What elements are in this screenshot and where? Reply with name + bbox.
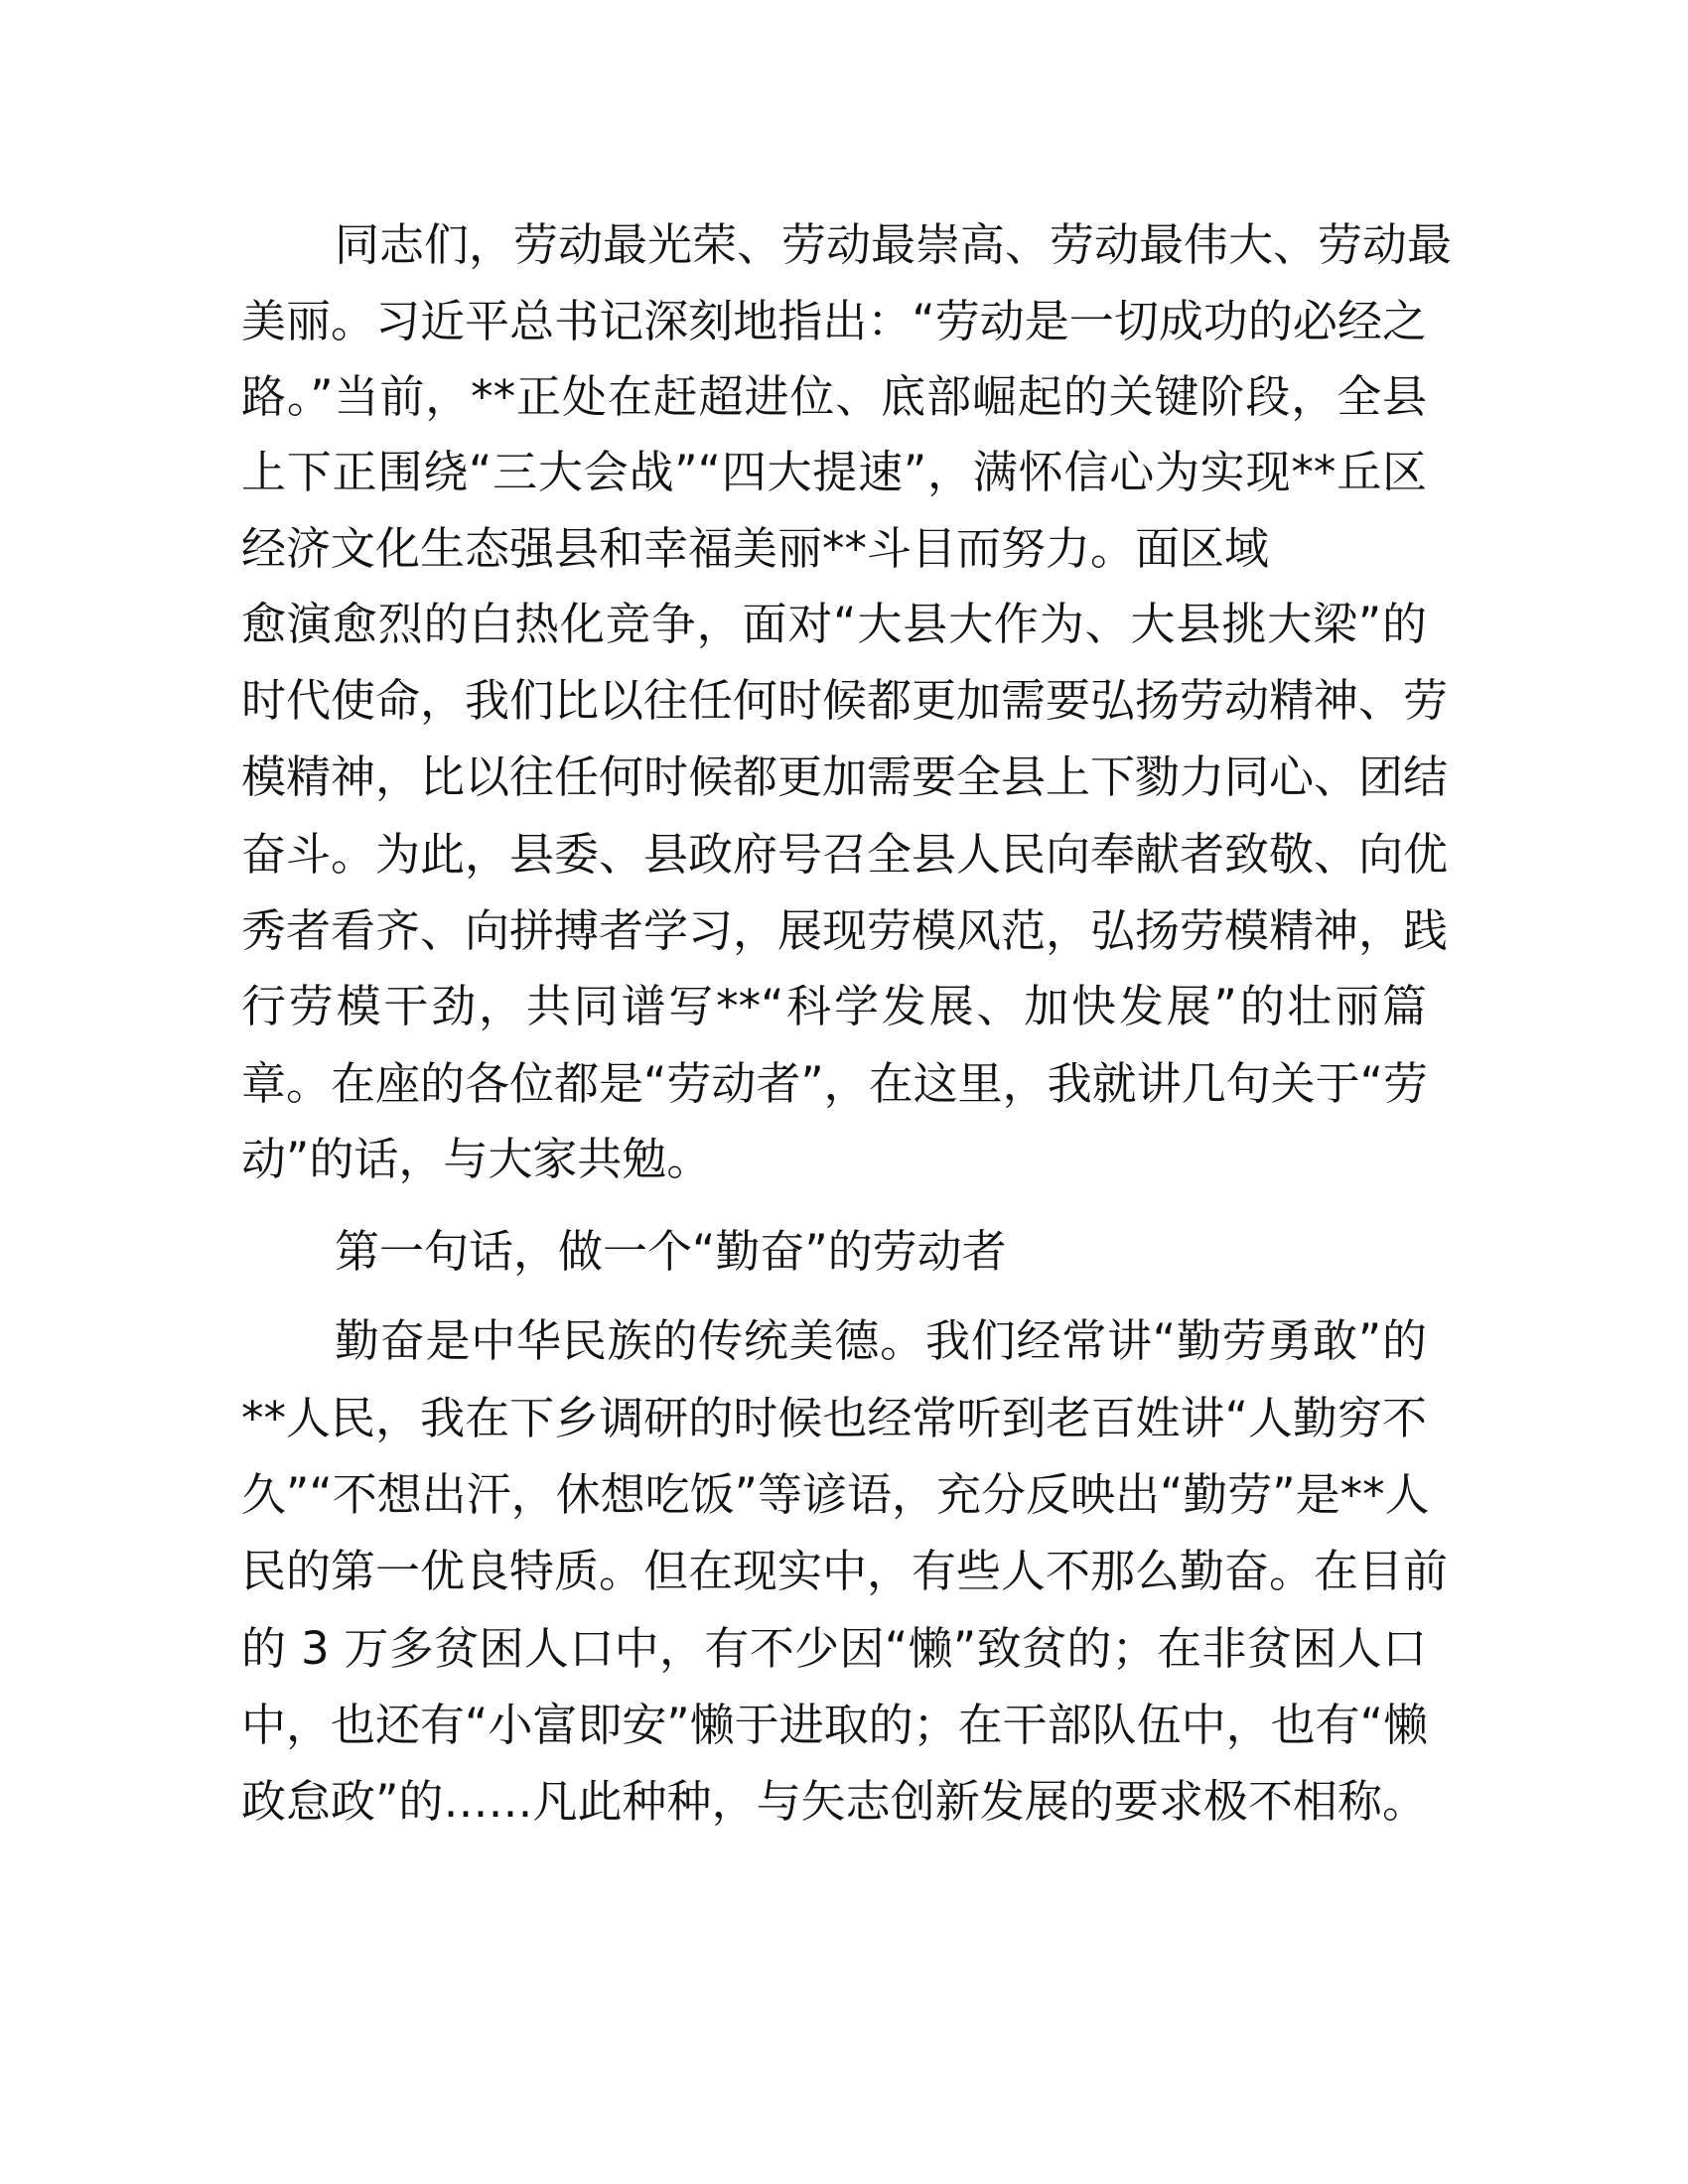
paragraph-line: 模精神，比以往任何时候都更加需要全县上下勠力同心、团结 bbox=[241, 751, 1449, 803]
paragraph-line: 愈演愈烈的白热化竞争，面对“大县大作为、大县挑大梁”的 bbox=[241, 598, 1427, 650]
paragraph-line: 动”的话，与大家共勉。 bbox=[241, 1133, 712, 1185]
paragraph-line: 行劳模干劲，共同谱写**“科学发展、加快发展”的壮丽篇 bbox=[241, 980, 1427, 1032]
section-heading: 第一句话，做一个“勤奋”的劳动者 bbox=[335, 1225, 1007, 1278]
paragraph-line: 的 3 万多贫困人口中，有不少因“懒”致贫的；在非贫困人口 bbox=[241, 1622, 1427, 1675]
paragraph-line: 经济文化生态强县和幸福美丽**斗目而努力。面区域 bbox=[241, 522, 1270, 575]
paragraph-line: 民的第一优良特质。但在现实中，有些人不那么勤奋。在目前 bbox=[241, 1545, 1449, 1597]
paragraph-line: 同志们，劳动最光荣、劳动最崇高、劳动最伟大、劳动最 bbox=[335, 218, 1453, 271]
paragraph-line: 中，也还有“小富即安”懒于进取的；在干部队伍中，也有“懒 bbox=[241, 1699, 1428, 1751]
paragraph-line: **人民，我在下乡调研的时候也经常听到老百姓讲“人勤穷不 bbox=[241, 1392, 1427, 1444]
paragraph-line: 秀者看齐、向拼搏者学习，展现劳模风范，弘扬劳模精神，践 bbox=[241, 904, 1449, 957]
paragraph-line: 上下正围绕“三大会战”“四大提速”，满怀信心为实现**丘区 bbox=[241, 446, 1427, 498]
paragraph-line: 时代使命，我们比以往任何时候都更加需要弘扬劳动精神、劳 bbox=[241, 674, 1449, 727]
paragraph-line: 久”“不想出汗，休想吃饭”等谚语，充分反映出“勤劳”是**人 bbox=[241, 1468, 1430, 1521]
paragraph-line: 章。在座的各位都是“劳动者”，在这里，我就讲几句关于“劳 bbox=[241, 1057, 1428, 1110]
paragraph-line: 奋斗。为此，县委、县政府号召全县人民向奉献者致敬、向优 bbox=[241, 828, 1449, 881]
paragraph-line: 路。”当前，**正处在赶超进位、底部崛起的关键阶段，全县 bbox=[241, 370, 1427, 423]
paragraph-line: 政怠政”的……凡此种种，与矢志创新发展的要求极不相称。 bbox=[241, 1775, 1427, 1828]
paragraph-line: 美丽。习近平总书记深刻地指出：“劳动是一切成功的必经之 bbox=[241, 295, 1427, 347]
paragraph-line: 勤奋是中华民族的传统美德。我们经常讲“勤劳勇敢”的 bbox=[335, 1314, 1427, 1367]
